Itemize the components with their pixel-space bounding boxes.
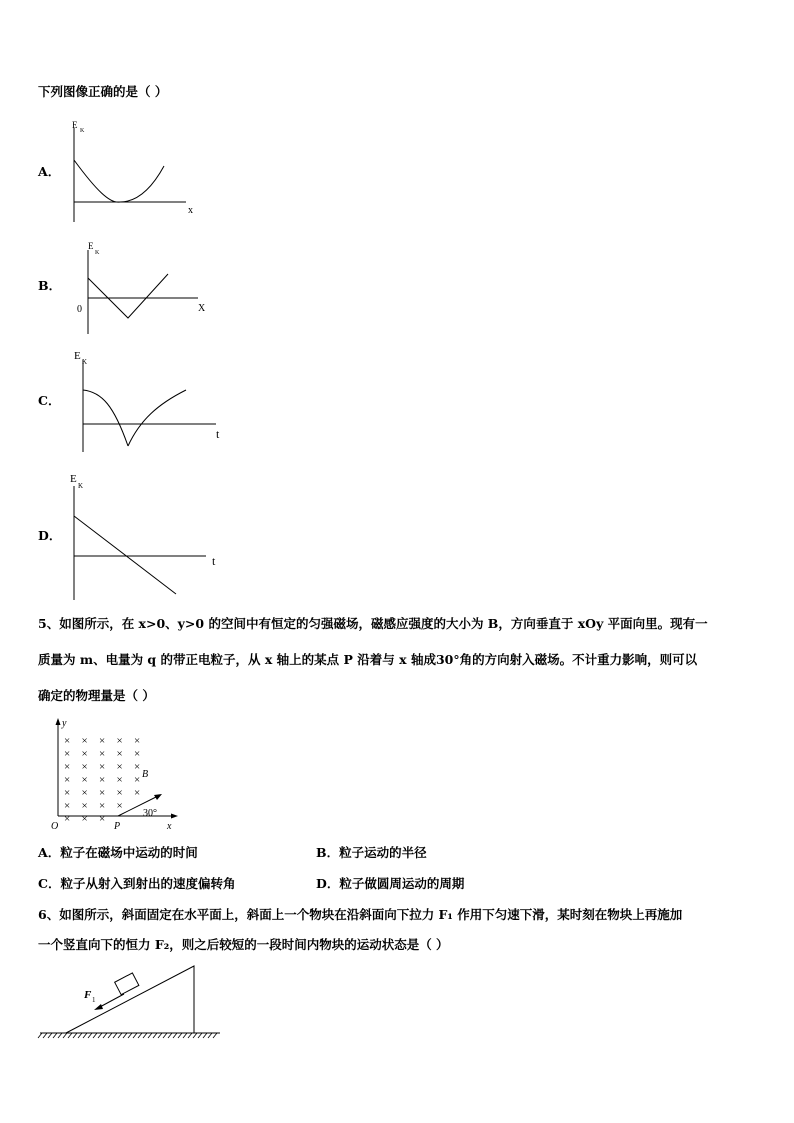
field-cross: × xyxy=(64,735,71,747)
field-cross: × xyxy=(99,774,106,786)
hatch-line xyxy=(63,1033,67,1038)
hatch-line xyxy=(138,1033,142,1038)
option-c-label[interactable]: C． xyxy=(38,393,61,408)
hatch-line xyxy=(78,1033,82,1038)
hatch-line xyxy=(88,1033,92,1038)
option-a-ylabel: E xyxy=(72,120,78,130)
q6-force-sub: 1 xyxy=(92,996,96,1004)
field-cross: × xyxy=(134,774,141,786)
field-cross: × xyxy=(64,761,71,773)
field-cross: × xyxy=(134,787,141,799)
option-d-graph xyxy=(66,466,226,606)
hatch-line xyxy=(163,1033,167,1038)
field-cross: × xyxy=(116,774,123,786)
option-c-graph xyxy=(70,346,230,456)
option-b-xlabel: X xyxy=(198,303,206,314)
field-cross: × xyxy=(81,735,88,747)
field-cross: × xyxy=(81,748,88,760)
option-b-ysub: K xyxy=(95,250,100,256)
field-cross: × xyxy=(99,748,106,760)
q6-force-label: F xyxy=(84,989,92,1001)
hatch-line xyxy=(53,1033,57,1038)
field-cross: × xyxy=(116,800,123,812)
option-a-label[interactable]: A． xyxy=(38,164,61,179)
option-c-xlabel: t xyxy=(216,427,220,441)
field-cross: × xyxy=(64,800,71,812)
field-cross: × xyxy=(81,800,88,812)
q6-incline-figure xyxy=(40,960,240,1040)
option-d-xlabel: t xyxy=(212,554,216,568)
q5-line-2: 质量为 m、电量为 q 的带正电粒子，从 x 轴上的某点 P 沿着与 x 轴成30°角的方向射入磁场。不计重力影响，则可以 xyxy=(38,652,698,667)
q6-line-2: 一个竖直向下的恒力 F₂，则之后较短的一段时间内物块的运动状态是（ ） xyxy=(38,937,449,952)
hatch-line xyxy=(103,1033,107,1038)
option-a-graph xyxy=(60,118,200,218)
q6-block xyxy=(115,973,139,995)
hatch-line xyxy=(183,1033,187,1038)
q5-choice-b[interactable]: B．粒子运动的半径 xyxy=(316,845,427,860)
hatch-line xyxy=(123,1033,127,1038)
field-cross: × xyxy=(99,787,106,799)
field-cross: × xyxy=(99,761,106,773)
q5-angle-label: 30° xyxy=(143,808,157,819)
q5-field-crosses xyxy=(64,735,140,825)
option-a-xlabel: x xyxy=(188,205,193,216)
option-b-ylabel: E xyxy=(88,241,94,251)
q5-line-1: 5、如图所示，在 x>0、y>0 的空间中有恒定的匀强磁场，磁感应强度的大小为 B，方向垂直于 xOy 平面向里。现有一 xyxy=(38,616,708,631)
q6-ground-hatch xyxy=(38,1033,217,1038)
hatch-line xyxy=(128,1033,132,1038)
q5-field-b: B xyxy=(142,769,149,780)
q5-point-p: P xyxy=(114,821,121,832)
hatch-line xyxy=(198,1033,202,1038)
q5-axis-y: y xyxy=(62,718,67,729)
hatch-line xyxy=(193,1033,197,1038)
field-cross: × xyxy=(64,774,71,786)
field-cross: × xyxy=(81,813,88,825)
field-cross: × xyxy=(116,748,123,760)
q5-choice-d[interactable]: D．粒子做圆周运动的周期 xyxy=(316,876,465,891)
hatch-line xyxy=(148,1033,152,1038)
hatch-line xyxy=(93,1033,97,1038)
option-b-label[interactable]: B． xyxy=(38,278,62,293)
q5-choice-c[interactable]: C．粒子从射入到射出的速度偏转角 xyxy=(38,876,236,891)
q6-line-1: 6、如图所示，斜面固定在水平面上，斜面上一个物块在沿斜面向下拉力 F₁ 作用下匀速下滑，某时刻在物块上再施加 xyxy=(38,907,683,922)
hatch-line xyxy=(133,1033,137,1038)
option-d-ylabel: E xyxy=(70,473,77,485)
hatch-line xyxy=(188,1033,192,1038)
q5-origin: O xyxy=(51,821,59,832)
field-cross: × xyxy=(134,761,141,773)
field-cross: × xyxy=(116,761,123,773)
hatch-line xyxy=(143,1033,147,1038)
q5-line-3: 确定的物理量是（ ） xyxy=(38,688,155,703)
field-cross: × xyxy=(116,735,123,747)
q5-choice-a[interactable]: A．粒子在磁场中运动的时间 xyxy=(38,845,198,860)
option-d-ysub: K xyxy=(78,482,84,490)
option-c-ylabel: E xyxy=(74,350,81,362)
field-cross: × xyxy=(99,813,106,825)
hatch-line xyxy=(108,1033,112,1038)
hatch-line xyxy=(153,1033,157,1038)
hatch-line xyxy=(43,1033,47,1038)
hatch-line xyxy=(58,1033,62,1038)
option-b-graph xyxy=(74,238,214,338)
field-cross: × xyxy=(64,813,71,825)
option-a-ysub: K xyxy=(80,128,85,134)
hatch-line xyxy=(168,1033,172,1038)
hatch-line xyxy=(158,1033,162,1038)
field-cross: × xyxy=(99,800,106,812)
hatch-line xyxy=(73,1033,77,1038)
field-cross: × xyxy=(64,748,71,760)
option-b-origin: 0 xyxy=(77,304,82,315)
field-cross: × xyxy=(81,774,88,786)
field-cross: × xyxy=(81,787,88,799)
hatch-line xyxy=(178,1033,182,1038)
hatch-line xyxy=(208,1033,212,1038)
option-c-ysub: K xyxy=(82,358,88,366)
option-d-label[interactable]: D． xyxy=(38,528,62,543)
hatch-line xyxy=(118,1033,122,1038)
hatch-line xyxy=(173,1033,177,1038)
hatch-line xyxy=(38,1033,42,1038)
hatch-line xyxy=(68,1033,72,1038)
q4-stem: 下列图像正确的是（ ） xyxy=(38,84,168,99)
field-cross: × xyxy=(134,735,141,747)
q5-magnetic-field-figure xyxy=(48,714,188,834)
hatch-line xyxy=(203,1033,207,1038)
hatch-line xyxy=(113,1033,117,1038)
field-cross: × xyxy=(64,787,71,799)
field-cross: × xyxy=(134,748,141,760)
hatch-line xyxy=(213,1033,217,1038)
hatch-line xyxy=(98,1033,102,1038)
q5-axis-x: x xyxy=(167,821,172,832)
hatch-line xyxy=(48,1033,52,1038)
field-cross: × xyxy=(99,735,106,747)
field-cross: × xyxy=(81,761,88,773)
field-cross: × xyxy=(116,787,123,799)
hatch-line xyxy=(83,1033,87,1038)
